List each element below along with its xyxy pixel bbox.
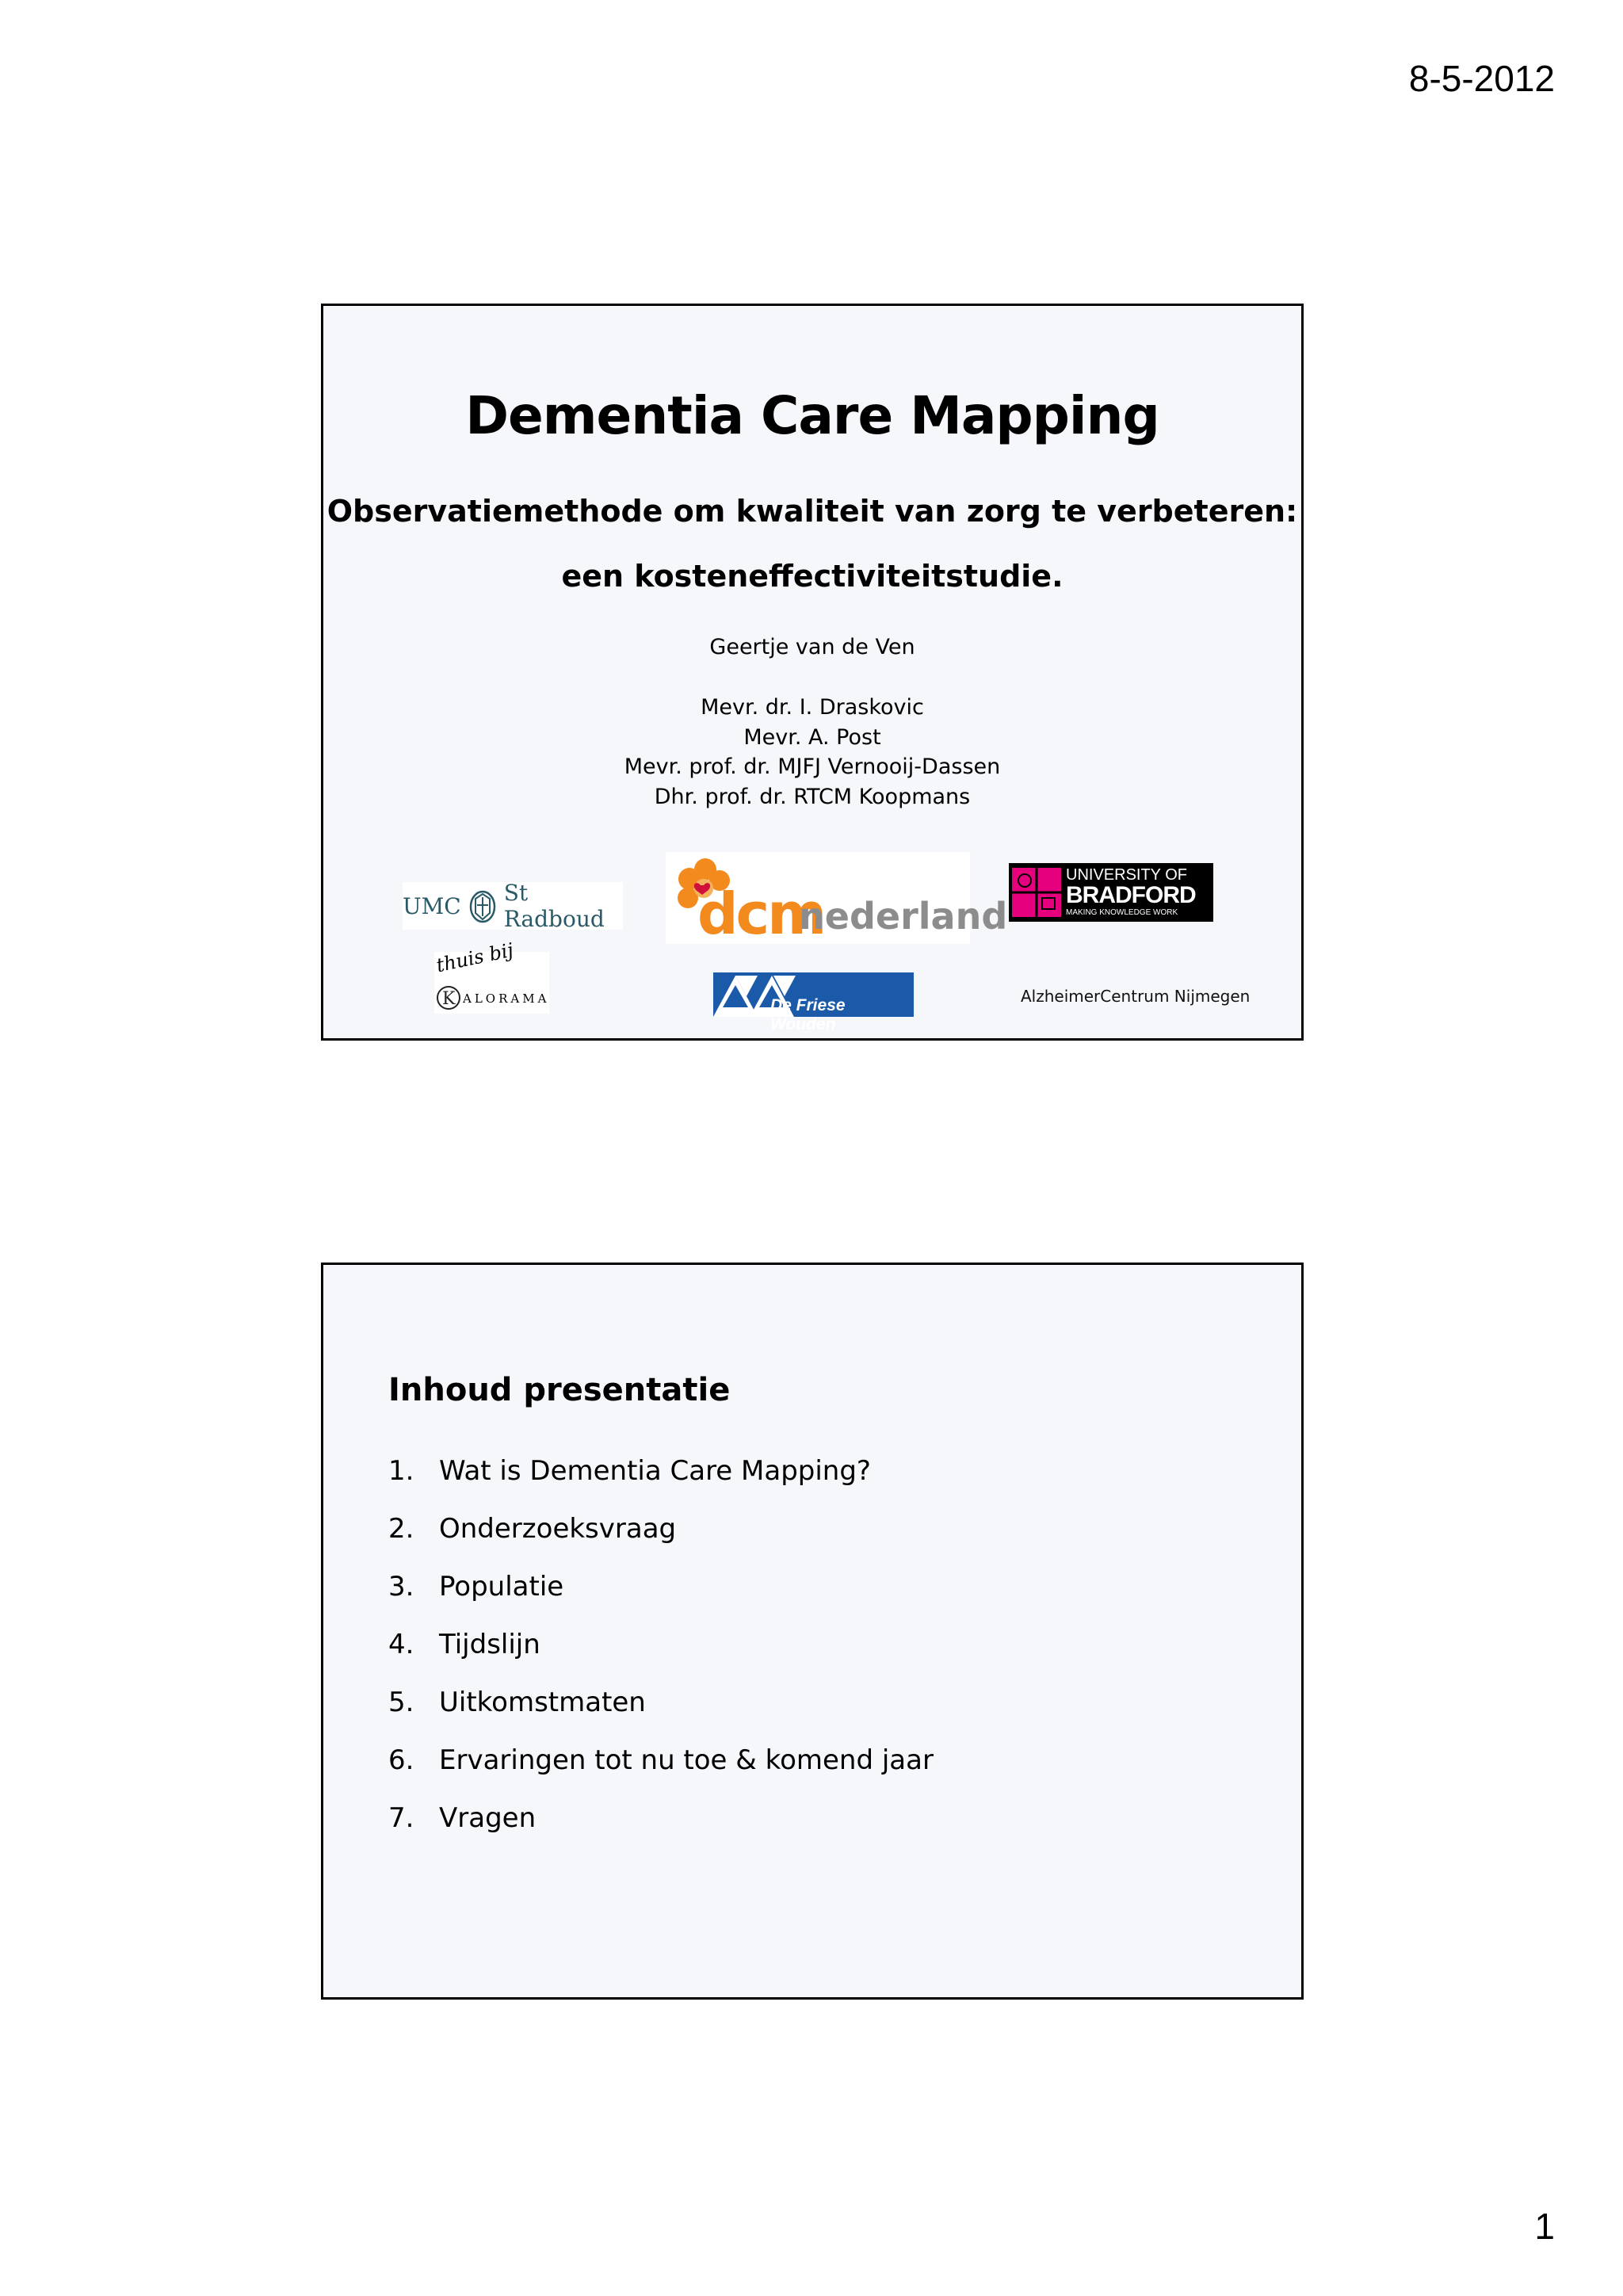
item-text: Vragen [439, 1802, 537, 1834]
coauthor: Mevr. A. Post [743, 724, 881, 750]
list-item [388, 1513, 934, 1571]
item-number: 7. [388, 1802, 414, 1834]
contents-heading: Inhoud presentatie [388, 1372, 731, 1408]
list-item [388, 1571, 934, 1629]
item-number: 2. [388, 1513, 414, 1545]
page-number: 1 [1534, 2206, 1555, 2247]
friese-text: De Friese Wouden [770, 996, 846, 1033]
coauthor: Dhr. prof. dr. RTCM Koopmans [654, 784, 971, 809]
subtitle-line-2: een kosteneffectiviteitstudie. [561, 559, 1064, 594]
kalorama-logo [434, 938, 550, 1014]
kalorama-k-icon [434, 982, 466, 1014]
list-item [388, 1687, 934, 1744]
dcm-letters: dcm [697, 881, 825, 947]
list-item [388, 1744, 934, 1802]
slide-subtitle [323, 479, 1301, 609]
list-item [388, 1802, 934, 1860]
slide-contents [321, 1263, 1304, 2000]
item-number: 5. [388, 1687, 414, 1718]
page-date: 8-5-2012 [1408, 58, 1555, 99]
item-text: Wat is Dementia Care Mapping? [439, 1455, 871, 1487]
item-number: 4. [388, 1629, 414, 1660]
contents-list [388, 1455, 934, 1860]
dcm-word: nederland [799, 895, 1008, 938]
crest-icon [468, 888, 498, 924]
svg-text:K: K [442, 989, 456, 1009]
subtitle-line-1: Observatiemethode om kwaliteit van zorg te verbeteren: [327, 494, 1298, 529]
slide-title [321, 304, 1304, 1041]
de-friese-wouden-logo [713, 972, 914, 1033]
presenter-name: Geertje van de Ven [709, 635, 915, 659]
item-text: Populatie [439, 1571, 564, 1603]
slide-title-heading: Dementia Care Mapping [465, 385, 1159, 446]
item-text: Uitkomstmaten [439, 1687, 646, 1718]
kalorama-word: ALORAMA [463, 991, 550, 1006]
bradford-line-2: BRADFORD [1066, 882, 1196, 908]
item-text: Onderzoeksvraag [439, 1513, 677, 1545]
list-item [388, 1455, 934, 1513]
dcm-nederland-logo [666, 852, 1008, 947]
coauthor: Mevr. dr. I. Draskovic [701, 695, 924, 720]
umc-logo-text: UMC [403, 892, 461, 919]
alzheimer-centrum-logo: AlzheimerCentrum Nijmegen [1021, 987, 1251, 1006]
item-text: Tijdslijn [439, 1629, 540, 1660]
list-item [388, 1629, 934, 1687]
item-number: 1. [388, 1455, 414, 1487]
item-number: 6. [388, 1744, 414, 1776]
coauthor: Mevr. prof. dr. MJFJ Vernooij-Dassen [624, 755, 1001, 779]
bradford-line-1: UNIVERSITY OF [1066, 866, 1187, 884]
umc-logo-text: St Radboud [503, 880, 605, 932]
bradford-line-3: MAKING KNOWLEDGE WORK [1066, 908, 1178, 917]
item-number: 3. [388, 1571, 414, 1603]
item-text: Ervaringen tot nu toe & komend jaar [439, 1744, 934, 1776]
university-of-bradford-logo [1009, 863, 1213, 922]
kalorama-script: thuis bij [434, 938, 516, 977]
umc-st-radboud-logo [403, 882, 623, 930]
coauthor-list [323, 693, 1301, 812]
